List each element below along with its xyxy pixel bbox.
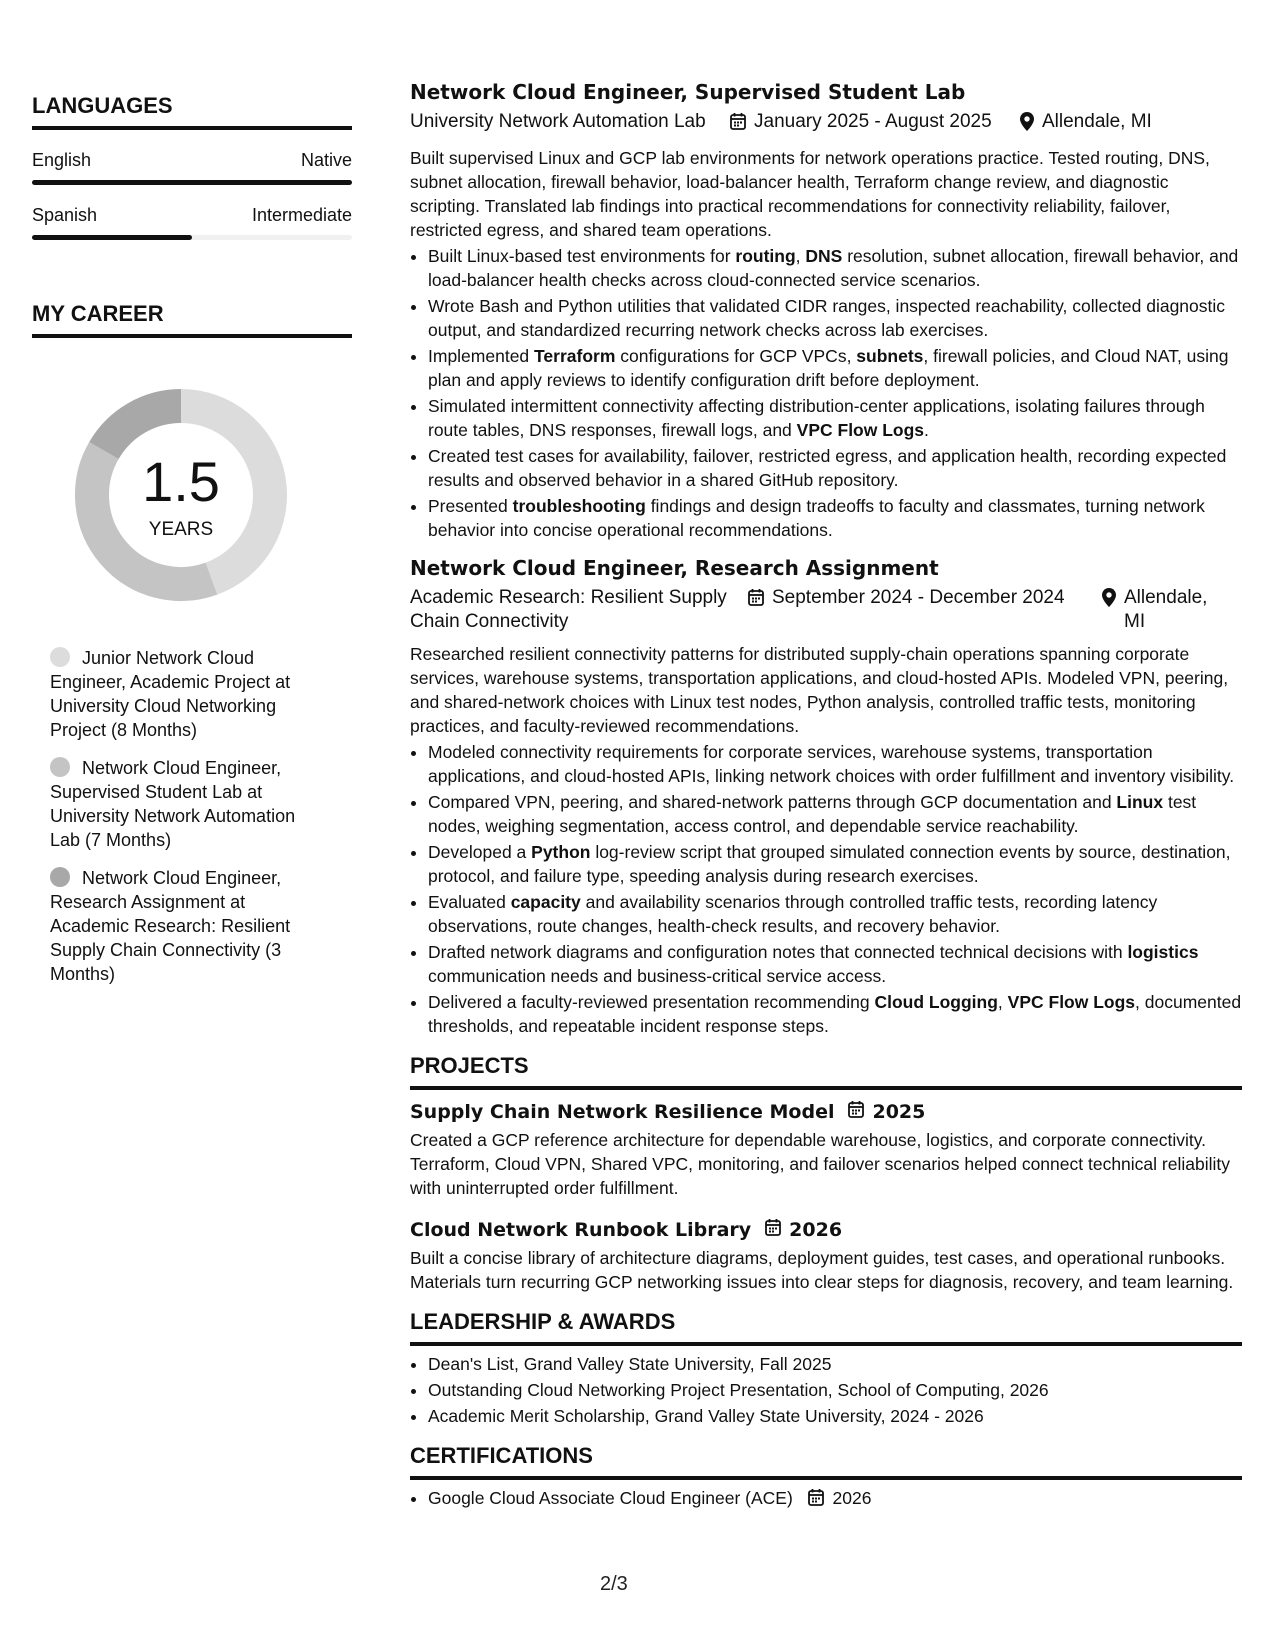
job-description: Built supervised Linux and GCP lab environments for network operations practice. Tested routing, DNS, subnet allocation, firewall behavior, load-balancer health, Terraform change review, and diagnostic scripting. Translated lab findings into practical recommendations for connectivity reliability, failover, restricted egress, and shared team operations. [410, 148, 1210, 240]
job-bullet: • Compared VPN, peering, and shared-network patterns through GCP documentation and Linux test nodes, weighing segmentation, access control, and dependable service reachability. [428, 790, 1242, 838]
career-legend-label: Network Cloud Engineer, Research Assignment at Academic Research: Resilient Supply Chain Connectivity (3 Months) [50, 868, 291, 984]
legend-dot-icon [50, 757, 70, 777]
projects-section [410, 1052, 1242, 1294]
job-entry [410, 78, 1242, 542]
job-description: Researched resilient connectivity patterns for distributed supply-chain operations spanning corporate services, warehouse systems, transportation applications, and cloud-hosted APIs. Modeled VPN, peering, and shared-network choices with Linux test nodes, Python analysis, controlled traffic tests, monitoring practices, and faculty-reviewed recommendations. [410, 644, 1229, 736]
job-bullets [410, 244, 1242, 542]
job-meta [410, 110, 1242, 138]
awards-heading: LEADERSHIP & AWARDS [410, 1308, 1242, 1346]
job-dates [730, 110, 1020, 137]
job-meta [410, 586, 1242, 634]
career-legend-item [50, 866, 320, 986]
job-dates-text: January 2025 - August 2025 [754, 111, 992, 132]
awards-section [410, 1308, 1242, 1428]
sidebar [32, 92, 352, 1000]
award-item: • Academic Merit Scholarship, Grand Valley State University, 2024 - 2026 [428, 1404, 1242, 1428]
legend-dot-icon [50, 647, 70, 667]
job-bullet: • Delivered a faculty-reviewed presentation recommending Cloud Logging, VPC Flow Logs, documented thresholds, and repeatable incident response steps. [428, 990, 1242, 1038]
job-location [1102, 586, 1232, 634]
language-item [32, 148, 352, 185]
award-item: • Dean's List, Grand Valley State University, Fall 2025 [428, 1352, 1242, 1376]
project-title-row [410, 1098, 1242, 1126]
career-donut-chart [66, 380, 296, 610]
language-item [32, 203, 352, 240]
job-bullet: • Wrote Bash and Python utilities that validated CIDR ranges, inspected reachability, collected diagnostic output, and standardized recurring network checks across lab exercises. [428, 294, 1242, 342]
project-title: Supply Chain Network Resilience Model [410, 1101, 835, 1123]
language-proficiency-fill [32, 235, 192, 240]
project-description: Built a concise library of architecture diagrams, deployment guides, test cases, and operational runbooks. Materials turn recurring GCP networking issues into clear steps for diagnosis, recovery, and team learning. [410, 1248, 1234, 1292]
certification-year: 2026 [832, 1488, 872, 1508]
map-pin-icon [1102, 588, 1116, 614]
career-legend-item [50, 756, 320, 852]
certifications-heading: CERTIFICATIONS [410, 1442, 1242, 1480]
career-legend-item [50, 646, 320, 742]
job-location-text: Allendale, MI [1042, 111, 1152, 132]
job-organization: University Network Automation Lab [410, 111, 706, 132]
job-location-text: Allendale, MI [1124, 587, 1208, 632]
calendar-icon [848, 1098, 864, 1126]
job-dates [748, 586, 1102, 613]
language-proficiency-bar [32, 235, 352, 240]
map-pin-icon [1020, 112, 1034, 138]
job-bullets [410, 740, 1242, 1038]
job-bullet: • Modeled connectivity requirements for corporate services, warehouse systems, transportation applications, and cloud-hosted APIs, linking network choices with order fulfillment and inventory visibility. [428, 740, 1242, 788]
certification-name: Google Cloud Associate Cloud Engineer (ACE) [428, 1488, 793, 1508]
calendar-icon [748, 588, 764, 613]
language-name: Spanish [32, 205, 98, 225]
project-description: Created a GCP reference architecture for dependable warehouse, logistics, and corporate connectivity. Terraform, Cloud VPN, Shared VPC, monitoring, and failover scenarios helped connect technical reliability with uninterrupted order fulfillment. [410, 1130, 1230, 1198]
awards-list [410, 1352, 1242, 1428]
job-bullet: • Presented troubleshooting findings and design tradeoffs to faculty and classmates, turning network behavior into concise operational recommendations. [428, 494, 1242, 542]
job-bullet: • Drafted network diagrams and configuration notes that connected technical decisions with logistics communication needs and business-critical service access. [428, 940, 1242, 988]
project-title-row [410, 1216, 1242, 1244]
calendar-icon [765, 1216, 781, 1244]
languages-section [32, 92, 352, 240]
language-level: Intermediate [251, 205, 352, 225]
career-heading: MY CAREER [32, 300, 352, 338]
certification-item [428, 1486, 1242, 1512]
project-item [410, 1216, 1242, 1294]
job-bullet: • Evaluated capacity and availability scenarios through controlled traffic tests, recording latency observations, route changes, health-check results, and recovery behavior. [428, 890, 1242, 938]
job-title: Network Cloud Engineer, Research Assignment [410, 556, 939, 580]
donut-segment-3 [104, 406, 181, 451]
career-total-value: 1.5 [142, 450, 220, 513]
project-year: 2025 [872, 1101, 926, 1123]
job-bullet: • Built Linux-based test environments for routing, DNS resolution, subnet allocation, firewall behavior, and load-balancer health checks across cloud-connected service scenarios. [428, 244, 1242, 292]
project-item [410, 1098, 1242, 1200]
job-bullet: • Implemented Terraform configurations for GCP VPCs, subnets, firewall policies, and Cloud NAT, using plan and apply reviews to identify configuration drift before deployment. [428, 344, 1242, 392]
languages-heading: LANGUAGES [32, 92, 352, 130]
job-dates-text: September 2024 - December 2024 [772, 587, 1065, 608]
career-legend-label: Junior Network Cloud Engineer, Academic Project at University Cloud Networking Project (8 Months) [50, 648, 291, 740]
job-organization: Academic Research: Resilient Supply Chain Connectivity [410, 587, 727, 632]
language-proficiency-bar [32, 180, 352, 185]
award-item: • Outstanding Cloud Networking Project Presentation, School of Computing, 2026 [428, 1378, 1242, 1402]
certifications-list [410, 1486, 1242, 1512]
legend-dot-icon [50, 867, 70, 887]
project-year: 2026 [789, 1219, 843, 1241]
job-title: Network Cloud Engineer, Supervised Student Lab [410, 80, 966, 104]
career-total-unit: YEARS [148, 519, 214, 540]
job-bullet: • Simulated intermittent connectivity affecting distribution-center applications, isolating failures through route tables, DNS responses, firewall logs, and VPC Flow Logs. [428, 394, 1242, 442]
calendar-icon [808, 1488, 824, 1512]
job-bullet: • Developed a Python log-review script that grouped simulated connection events by source, destination, protocol, and failure type, speeding analysis during research exercises. [428, 840, 1242, 888]
job-location [1020, 110, 1152, 138]
language-level: Native [300, 150, 352, 170]
language-proficiency-fill [32, 180, 352, 185]
job-entry [410, 554, 1242, 1038]
career-legend-label: Network Cloud Engineer, Supervised Student Lab at University Network Automation Lab (7 Months) [50, 758, 296, 850]
language-name: English [32, 150, 92, 170]
calendar-icon [730, 112, 746, 137]
page-number: 2/3 [600, 1573, 628, 1595]
certifications-section [410, 1442, 1242, 1512]
project-title: Cloud Network Runbook Library [410, 1219, 752, 1241]
main-content [410, 78, 1242, 1512]
job-bullet: • Created test cases for availability, failover, restricted egress, and application health, recording expected results and observed behavior in a shared GitHub repository. [428, 444, 1242, 492]
career-legend [50, 646, 320, 986]
projects-heading: PROJECTS [410, 1052, 1242, 1090]
